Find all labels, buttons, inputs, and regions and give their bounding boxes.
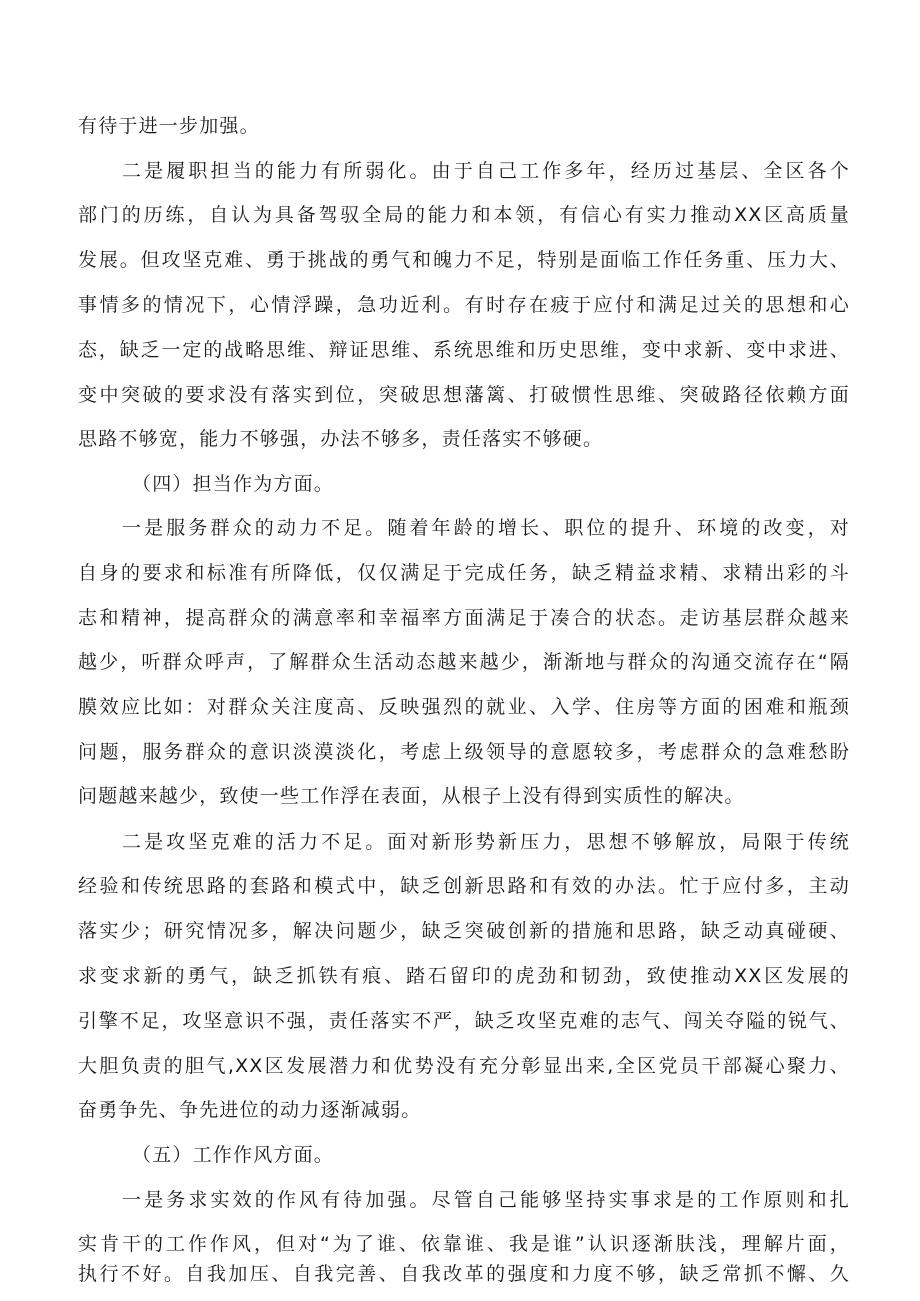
section-heading: （四）担当作为方面。 [132, 473, 335, 495]
paragraph-first-line: 一是务求实效的作风有待加强。尽管自己能够坚持实事求是的工作原则和扎 [122, 1189, 850, 1211]
text-line: 问题，服务群众的意识淡漠淡化，考虑上级领导的意愿较多，考虑群众的急难愁盼 [78, 741, 850, 763]
text-line: 奋勇争先、争先进位的动力逐渐减弱。 [78, 1099, 422, 1121]
text-line: 志和精神，提高群众的满意率和幸福率方面满足于凑合的状态。走访基层群众越来 [78, 607, 850, 629]
text-line: 经验和传统思路的套路和模式中，缺乏创新思路和有效的办法。忙于应付多，主动 [78, 875, 850, 897]
text-line: 态，缺乏一定的战略思维、辩证思维、系统思维和历史思维，变中求新、变中求进、 [78, 339, 850, 361]
text-line: 有待于进一步加强。 [78, 115, 260, 137]
text-line: 越少，听群众呼声，了解群众生活动态越来越少，渐渐地与群众的沟通交流存在“隔 [78, 651, 850, 673]
text-line: 落实少；研究情况多，解决问题少，缺乏突破创新的措施和思路，缺乏动真碰硬、 [78, 920, 850, 942]
paragraph-first-line: 一是服务群众的动力不足。随着年龄的增长、职位的提升、环境的改变，对 [122, 517, 850, 539]
text-line: 部门的历练，自认为具备驾驭全局的能力和本领，有信心有实力推动XX区高质量 [78, 204, 850, 226]
text-line: 求变求新的勇气，缺乏抓铁有痕、踏石留印的虎劲和韧劲，致使推动XX区发展的 [78, 965, 850, 987]
text-line: 大胆负责的胆气,XX区发展潜力和优势没有充分彰显出来,全区党员干部凝心聚力、 [78, 1055, 850, 1077]
paragraph-first-line: 二是攻坚克难的活力不足。面对新形势新压力，思想不够解放，局限于传统 [122, 831, 850, 853]
text-line: 发展。但攻坚克难、勇于挑战的勇气和魄力不足，特别是面临工作任务重、压力大、 [78, 249, 850, 271]
text-line: 引擎不足，攻坚意识不强，责任落实不严，缺乏攻坚克难的志气、闯关夺隘的锐气、 [78, 1010, 850, 1032]
text-line: 事情多的情况下，心情浮躁，急功近利。有时存在疲于应付和满足过关的思想和心 [78, 294, 850, 316]
text-line: 思路不够宽，能力不够强，办法不够多，责任落实不够硬。 [78, 428, 604, 450]
text-line: 自身的要求和标准有所降低，仅仅满足于完成任务，缺乏精益求精、求精出彩的斗 [78, 562, 850, 584]
text-line: 膜效应比如：对群众关注度高、反映强烈的就业、入学、住房等方面的困难和瓶颈 [78, 696, 850, 718]
text-line: 问题越来越少，致使一些工作浮在表面，从根子上没有得到实质性的解决。 [78, 785, 745, 807]
paragraph-first-line: 二是履职担当的能力有所弱化。由于自己工作多年，经历过基层、全区各个 [122, 160, 850, 182]
section-heading: （五）工作作风方面。 [132, 1144, 335, 1166]
text-line: 变中突破的要求没有落实到位，突破思想藩篱、打破惯性思维、突破路径依赖方面 [78, 384, 850, 406]
text-line: 执行不好。自我加压、自我完善、自我改革的强度和力度不够，缺乏常抓不懈、久 [78, 1263, 850, 1285]
text-line: 实肯干的工作作风，但对“为了谁、依靠谁、我是谁”认识逐渐肤浅，理解片面， [78, 1233, 850, 1255]
